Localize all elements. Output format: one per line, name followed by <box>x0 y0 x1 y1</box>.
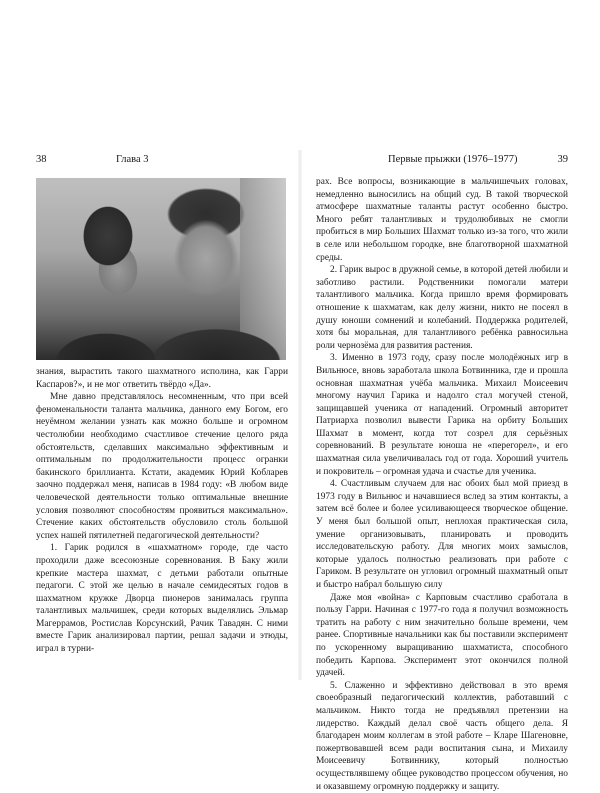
left-running-head <box>36 150 288 170</box>
left-page <box>36 150 288 680</box>
section-title: Первые прыжки (1976–1977) <box>388 154 518 165</box>
paragraph: 3. Именно в 1973 году, сразу после молодёжных игр в Вильнюсе, вновь заработала школа Ботвинника, где и прошла основная шахматная учёба мальчика. Михаил Моисеевич многому научил Гарика и надолго стал могучей стеной, защищавшей ученика от нападений. Огромный авторитет Патриарха позволил вывести Гарика на орбиту Больших Шахмат в момент, когда тот созрел для серьёзных соревнований. В результате юноша не «перегорел», и его шахматная сила увеличивалась год от года. Хороший учитель и покровитель – огромная удача и счастье для ученика. <box>316 353 568 477</box>
chapter-title: Глава 3 <box>116 154 149 165</box>
portrait-photo <box>36 178 286 360</box>
paragraph: рах. Все вопросы, возникающие в мальчишечьих головах, немедленно выносились на общий суд. В такой творческой атмосфере шахматные таланты растут особенно быстро. Много ребят талантливых и трудолюбивых не смогли пробиться в мир Больших Шахмат только из-за того, что жили в селе или небольшом городке, вне благотворной шахматной среды. <box>316 177 568 263</box>
book-gutter <box>298 150 302 680</box>
paragraph: Мне давно представлялось несомненным, что при всей феноменальности таланта мальчика, данного ему Богом, его неуёмном желании узнать как можно больше и огромном честолюбии необходимо счастливое стечение целого ряда обстоятельств, сделавших максимально эффективным и оптимальным по продолжительности процесс огранки бакинского бриллианта. Кстати, академик Юрий Кобларев заочно поддержал меня, написав в 1984 году: «В любом виде человеческой деятельности только оптимальные внешние условия позволяют способностям проявиться максимально». Стечение каких обстоятельств обусловило столь большой успех нашей пятилетней педагогической деятельности? <box>36 392 288 541</box>
paragraph: 5. Слаженно и эффективно действовал в это время своеобразный педагогический коллектив, работавший с мальчиком. Никто тогда не предъявлял претензии на лидерство. Каждый делал своё часть общего дела. Я благодарен моим коллегам в этой работе – Кларе Шагеновне, пожертвовавшей всем ради воспитания сына, и Михаилу Моисеевичу Ботвиннику, который полностью осуществлявшему общее руководство процессом обучения, но и оказавшему огромную поддержку и защиту. <box>316 680 568 792</box>
paragraph: знания, вырастить такого шахматного исполина, как Гарри Каспаров?», и не мог ответить твёрдо «Да». <box>36 367 288 390</box>
right-page <box>316 150 568 792</box>
left-page-body <box>36 366 288 656</box>
photo-figures <box>36 302 286 360</box>
paragraph: 1. Гарик родился в «шахматном» городе, где часто проходили даже всесоюзные соревнования. В Баку жили крепкие мастера шахмат, с детьми работали опытные педагоги. С этой же целью в начале семидесятых годов в шахматном кружке Дворца пионеров занималась группа талантливых мальчишек, среди которых выделялись Эльмар Магеррамов, Ростислав Корсунский, Рачик Тавадян. С ними вместе Гарик анализировал партии, решал задачи и этюды, играл в турни- <box>36 543 288 655</box>
paragraph: 4. Счастливым случаем для нас обоих был мой приезд в 1973 году в Вильнюс и начавшиеся вслед за этим контакты, а затем всё более и более усиливающееся творческое общение. У меня был большой опыт, неплохая практическая сила, умение организовывать, планировать и проводить исследовательскую работу. Для многих моих замыслов, которые удалось полностью реализовать при работе с Гариком. В результате он угловил огромный шахматный опыт и быстро набрал большую силу <box>316 479 568 590</box>
left-page-number: 38 <box>36 154 47 165</box>
right-page-body <box>316 176 568 793</box>
paragraph: Даже моя «война» с Карповым счастливо сработала в пользу Гарри. Начиная с 1977-го года я получил возможность тратить на работу с ним значительно больше времени, чем ранее. Спортивные начальники как бы поставили эксперимент по ускоренному выращиванию шахматиста, способного победить Карпова. Эксперимент этот окончился полной удачей. <box>316 592 568 679</box>
right-running-head <box>316 150 568 170</box>
paragraph: 2. Гарик вырос в дружной семье, в которой детей любили и заботливо растили. Родственники помогали матери талантливого мальчика. Когда пришло время формировать отношение к шахматам, как делу жизни, никто не посеял в душу юноши сомнений и колебаний. Поддержка родителей, хотя бы моральная, для талантливого ребёнка равносильна роли чернозёма для развития растения. <box>316 265 568 351</box>
right-page-number: 39 <box>557 154 568 165</box>
